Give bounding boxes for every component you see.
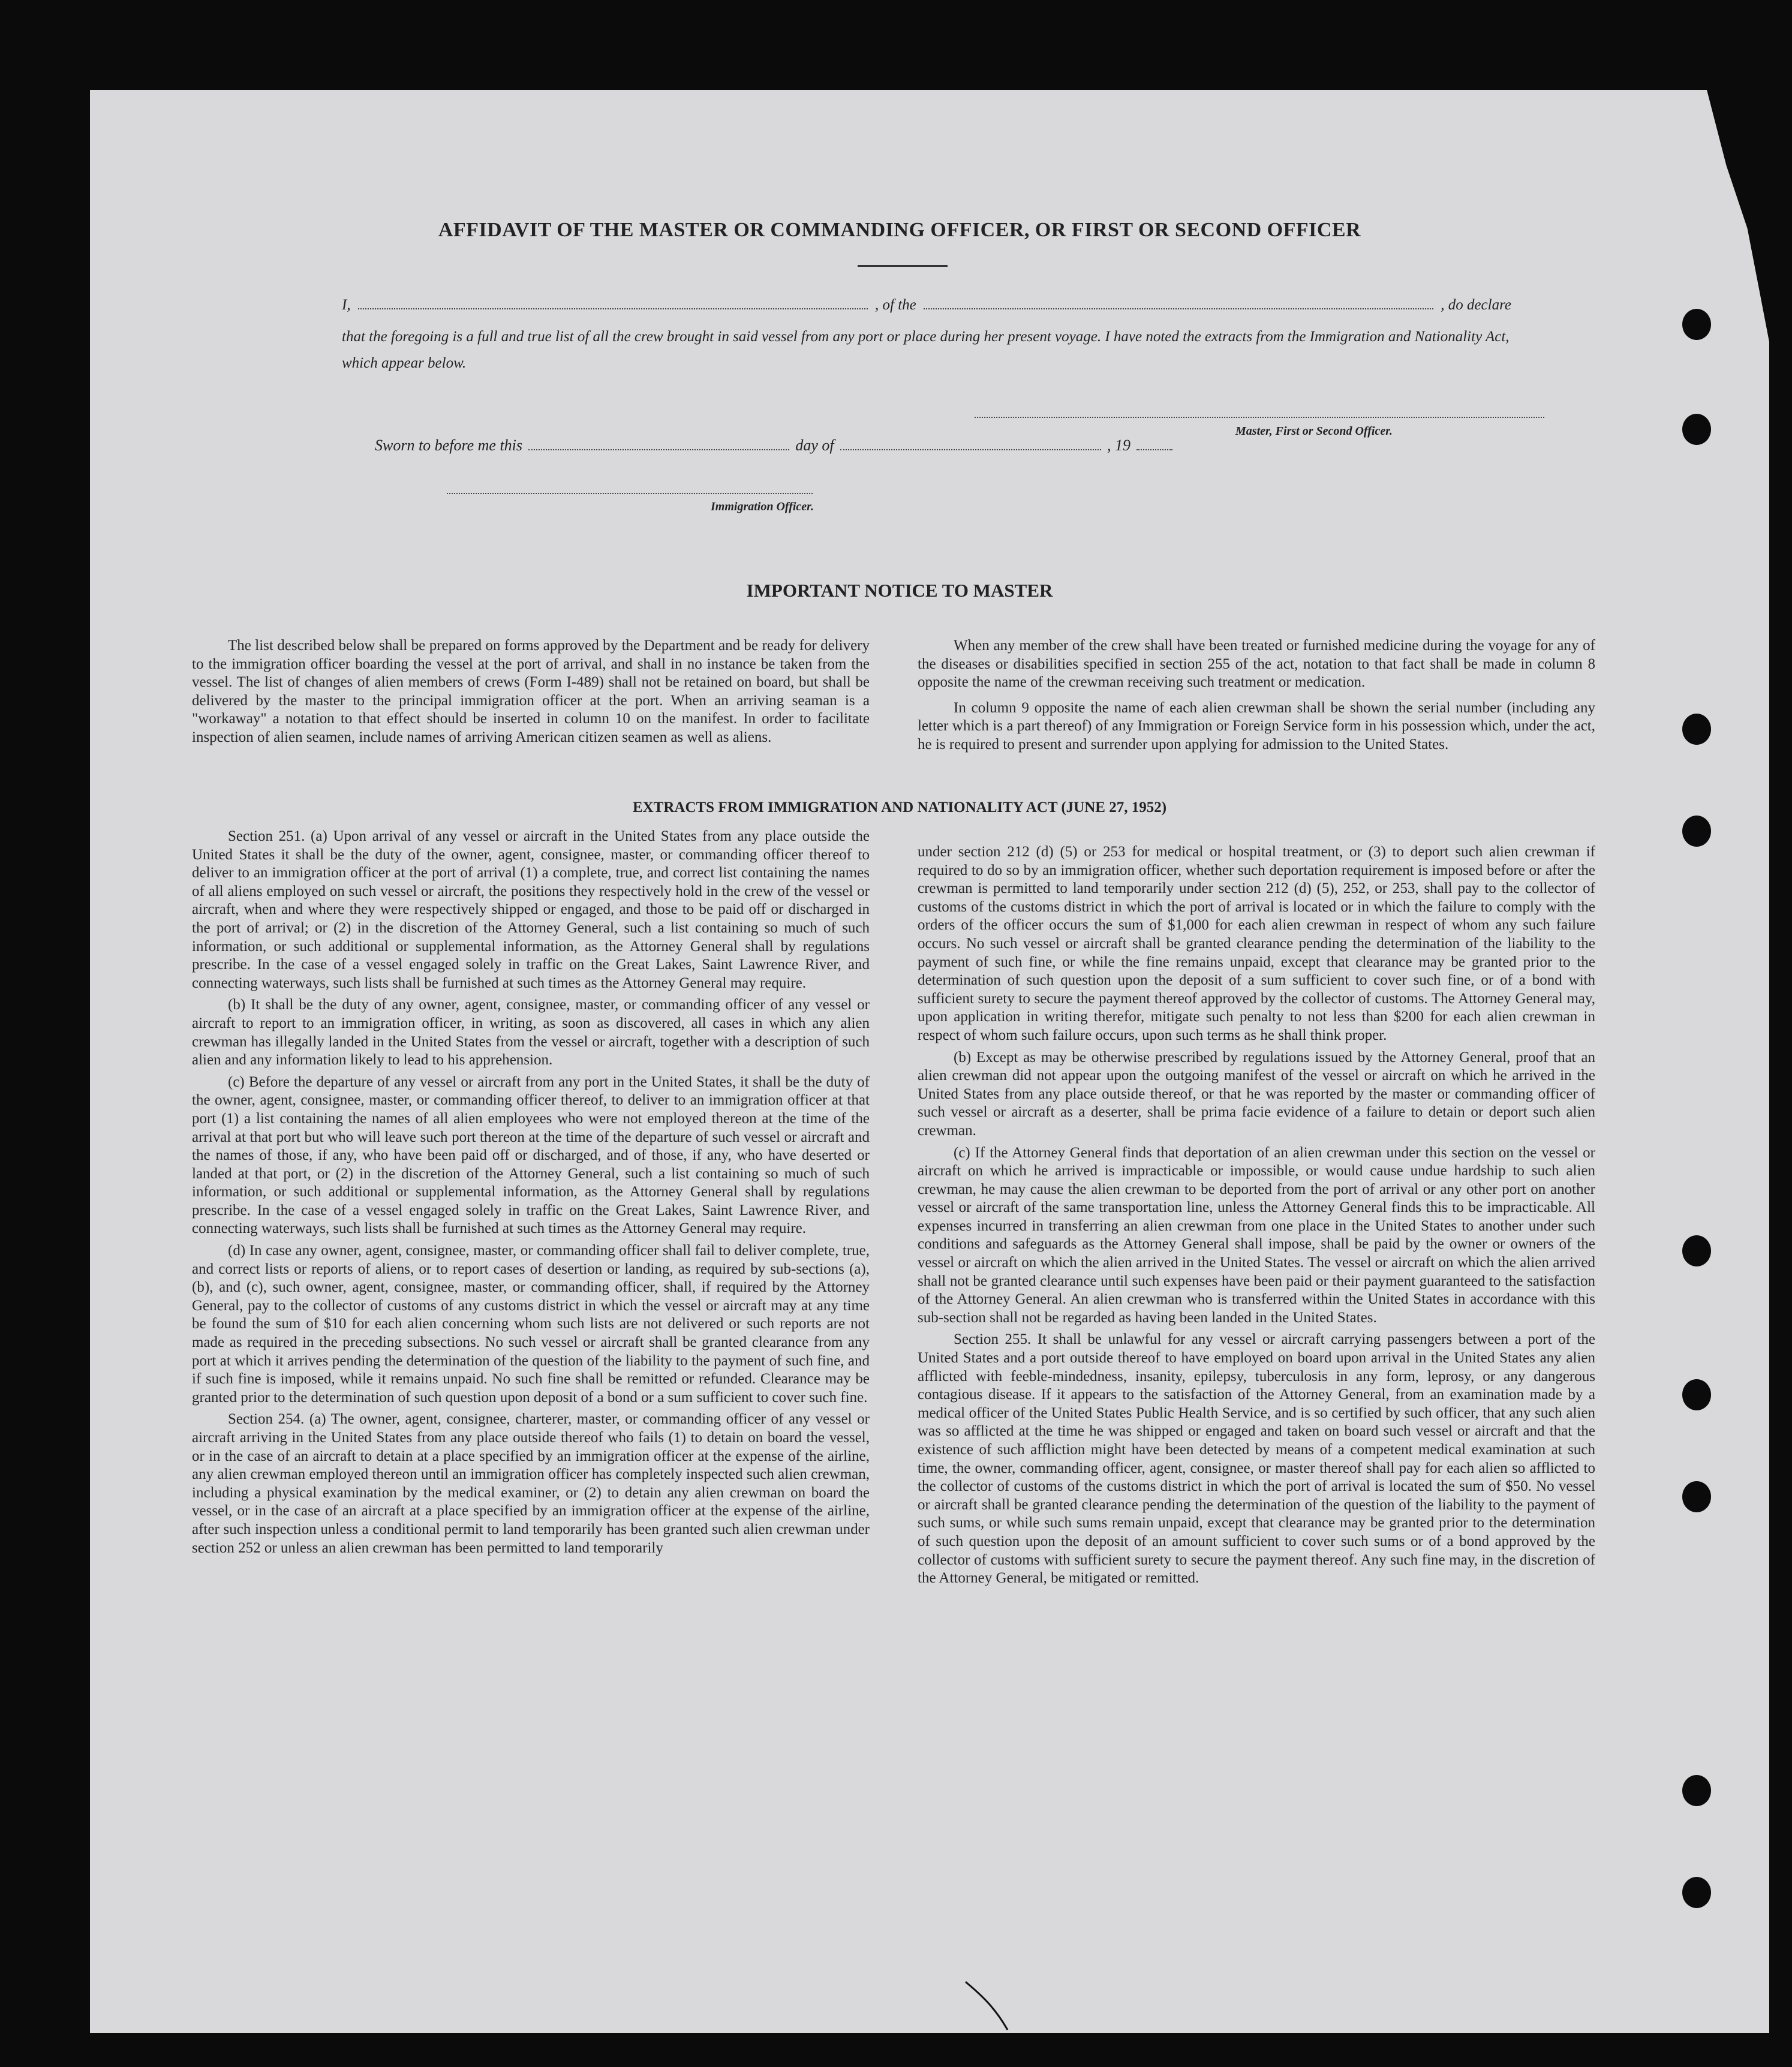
binder-hole bbox=[1682, 1379, 1711, 1410]
binder-hole bbox=[1682, 1235, 1711, 1266]
section-paragraph: Section 255. It shall be unlawful for any vessel or aircraft carrying passengers between a port of the United States and a port outside thereof to have employed on board upon arrival in the United States any alien afflicted with feeble-mindedness, insanity, epilepsy, tuberculosis in any form, leprosy, or any dangerous contagious disease. If it appears to the satisfaction of the Attorney General, from an examination made by a medical officer of the United States Public Health Service, and is so certified by such officer, that any such alien was so afflicted at the time he was shipped or engaged and taken on board such vessel or aircraft and that the existence of such affliction might have been detected by means of a competent medical examination at such time, the owner, commanding officer, agent, consignee, or master thereof shall pay for each alien so afflicted to the collector of customs of the customs district in which the port of arrival is located the sum of $50. No vessel or aircraft shall be granted clearance pending the determination of the question of the liability to the payment of such sums, or while such sums remain unpaid, except that clearance may be granted prior to the determination of such question upon the deposit of an amount sufficient to cover such sums or of a bond approved by the collector of customs with sufficient surety to secure the payment thereof. Any such fine may, in the discretion of the Attorney General, be mitigated or remitted. bbox=[918, 1331, 1595, 1587]
of-the-label: , of the bbox=[875, 297, 916, 313]
section-paragraph: (c) Before the departure of any vessel or aircraft from any port in the United States, it shall be the duty of the owner, agent, consignee, master, or commanding officer thereof, to deliver to an immigration officer at that port (1) a list containing the names of all alien employees who were not employed thereon at the time of the arrival at that port but who will leave such port thereon at the time of the departure of such vessel or aircraft and the names of those, if any, who have been paid off or discharged, and of those, if any, who have deserted or landed at that port, or (2) in the discretion of the Attorney General, such a list containing so much of such information, or such additional or supplemental information, as the Attorney General shall by regulations prescribe. In the case of a vessel engaged solely in traffic on the Great Lakes, Saint Lawrence River, and connecting waterways, such lists shall be furnished at such times as the Attorney General may require. bbox=[192, 1073, 870, 1237]
section-paragraph: under section 212 (d) (5) or 253 for medical or hospital treatment, or (3) to deport such alien crewman if required to do so by an immigration officer, whether such deportation requirement is imposed before or after the crewman is permitted to land temporarily under section 212 (d) (5), 252, or 253, shall pay to the collector of customs of the customs district in which the port of arrival is located or in which the failure to comply with the orders of the officer occurs the sum of $1,000 for each alien crewman in respect of whom any such failure occurs. No such vessel or aircraft shall be granted clearance pending the determination of the liability to the payment of such fine, or while the fine remains unpaid, except that clearance may be granted prior to the determination of such question upon the deposit of a sum sufficient to cover such fine, or of a bond with sufficient surety to secure the payment thereof approved by the collector of customs. The Attorney General may, upon application in writing therefor, mitigate such penalty to not less than $200 for each alien crewman in respect of whom such failure occurs, upon such terms as he shall think proper. bbox=[918, 844, 1595, 1043]
notice-right-column bbox=[918, 637, 1595, 758]
name-blank[interactable] bbox=[358, 308, 868, 309]
day-of-label: day of bbox=[795, 437, 834, 454]
title-rule bbox=[858, 265, 948, 267]
officer-signature-label: Immigration Officer. bbox=[711, 500, 814, 513]
sworn-month-blank[interactable] bbox=[840, 449, 1101, 450]
sworn-day-blank[interactable] bbox=[528, 449, 789, 450]
binder-hole bbox=[1682, 816, 1711, 847]
binder-hole bbox=[1682, 714, 1711, 745]
notice-paragraph: When any member of the crew shall have been treated or furnished medicine during the voyage for any of the diseases or disabilities specified in section 255 of the act, notation to that fact shall be made in column 8 opposite the name of the crewman receiving such treatment or medication. bbox=[918, 637, 1595, 691]
binder-hole bbox=[1682, 414, 1711, 445]
section-paragraph: Section 254. (a) The owner, agent, consignee, charterer, master, or commanding officer of any vessel or aircraft arriving in the United States from any place outside thereof who fails (1) to detain on board the vessel, or in the case of an aircraft to detain at a place specified by an immigration officer at the expense of the airline, any alien crewman employed thereon until an immigration officer has completely inspected such alien crewman, including a physical examination by the medical examiner, or (2) to detain any alien crewman on board the vessel, or in the case of an aircraft at a place specified by an immigration officer at the expense of the airline, after such inspection unless a conditional permit to land temporarily has been granted such alien crewman under section 252 or unless an alien crewman has been permitted to land temporarily bbox=[192, 1411, 870, 1556]
declaration-text: that the foregoing is a full and true list of all the crew brought in said vessel from any port or place during her present voyage. I have noted the extracts from the Immigration and Nationality Act, which appear below. bbox=[342, 329, 1510, 371]
document-page bbox=[90, 90, 1769, 2033]
master-signature-line[interactable] bbox=[975, 417, 1544, 418]
vessel-blank[interactable] bbox=[924, 308, 1433, 309]
section-paragraph: (d) In case any owner, agent, consignee, master, or commanding officer shall fail to deliver complete, true, and correct lists or reports of aliens, or to report cases of desertion or landing, as required by sub-sections (a), (b), and (c), such owner, agent, consignee, master, or commanding officer, shall, if required by the Attorney General, pay to the collector of customs of any customs district in which the vessel or aircraft may at any time be found the sum of $10 for each alien concerning whom such lists are not delivered or such reports are not made as required in the preceding subsections. No such vessel or aircraft shall be granted clearance from any port at which it arrives pending the determination of the question of the liability to the payment of such fine, and if such fine is imposed, while it remains unpaid. No such fine shall be remitted or refunded. Clearance may be granted prior to the determination of such question upon deposit of a bond or a sum sufficient to cover such fine. bbox=[192, 1242, 870, 1406]
affidavit-title: AFFIDAVIT OF THE MASTER OR COMMANDING OFFICER, OR FIRST OR SECOND OFFICER bbox=[438, 219, 1361, 241]
torn-corner bbox=[1691, 90, 1769, 342]
notice-title: IMPORTANT NOTICE TO MASTER bbox=[746, 580, 1053, 601]
section-paragraph: (b) It shall be the duty of any owner, agent, consignee, master, or commanding officer of any vessel or aircraft to report to an immigration officer, in writing, as soon as discovered, all cases in which any alien crewman has illegally landed in the United States from the vessel or aircraft, together with a description of such alien and any information likely to lead to his apprehension. bbox=[192, 997, 870, 1069]
pen-stroke-mark bbox=[960, 1979, 1080, 2033]
extracts-title: EXTRACTS FROM IMMIGRATION AND NATIONALITY ACT (JUNE 27, 1952) bbox=[632, 799, 1167, 816]
extracts-right-column bbox=[918, 843, 1595, 1591]
i-label: I, bbox=[342, 297, 351, 313]
section-paragraph: (b) Except as may be otherwise prescribed by regulations issued by the Attorney General, proof that an alien crewman did not appear upon the outgoing manifest of the vessel or aircraft on which he arrived in the United States from any place outside thereof, or that he was reported by the master or commanding officer of such vessel or aircraft as a deserter, shall be prima facie evidence of a failure to detain or deport such alien crewman. bbox=[918, 1049, 1595, 1139]
officer-signature-line[interactable] bbox=[447, 493, 813, 494]
binder-hole bbox=[1682, 1877, 1711, 1908]
section-paragraph: (c) If the Attorney General finds that deportation of an alien crewman under this section on the vessel or aircraft on which he arrived is impracticable or impossible, or would cause undue hardship to such alien crewman, he may cause the alien crewman to be deported from the port of arrival or any other port on another vessel or aircraft of the same transportation line, unless the Attorney General finds this to be impracticable. All expenses incurred in transferring an alien crewman from one place in the United States to another under such conditions and safeguards as the Attorney General shall impose, shall be paid by the owner or owners of the vessel or aircraft on which the alien arrived in the United States. The vessel or aircraft on which the alien arrived shall not be granted clearance until such expenses have been paid or their payment guaranteed to the satisfaction of the Attorney General. An alien crewman who is transferred within the United States in accordance with this sub-section shall not be regarded as having been landed in the United States. bbox=[918, 1144, 1595, 1326]
notice-paragraph: The list described below shall be prepared on forms approved by the Department and be ready for delivery to the immigration officer boarding the vessel at the port of arrival, and shall in no instance be taken from the vessel. The list of changes of alien members of crews (Form I-489) shall not be retained on board, but shall be delivered by the master to the principal immigration officer at the port. When an arriving seaman is a "workaway" a notation to that effect should be inserted in column 10 on the manifest. In order to facilitate inspection of alien seamen, include names of arriving American citizen seamen as well as aliens. bbox=[192, 637, 870, 745]
sworn-year-blank[interactable] bbox=[1136, 449, 1172, 450]
notice-paragraph: In column 9 opposite the name of each alien crewman shall be shown the serial number (including any letter which is a part thereof) of any Immigration or Foreign Service form in his possession which, under the act, he is required to present and surrender upon applying for admission to the United States. bbox=[918, 699, 1595, 753]
notice-left-column bbox=[192, 637, 870, 751]
binder-hole bbox=[1682, 1775, 1711, 1806]
section-paragraph: Section 251. (a) Upon arrival of any vessel or aircraft in the United States from any place outside the United States it shall be the duty of the owner, agent, consignee, master, or commanding officer thereof to deliver to an immigration officer at the port of arrival (1) a complete, true, and correct list containing the names of all aliens employed on such vessel or aircraft, the positions they respectively hold in the crew of the vessel or aircraft, when and where they were respectively shipped or engaged, and those to be paid off or discharged in the port of arrival; or (2) in the discretion of the Attorney General, such a list containing so much of such information, or such additional or supplemental information, as the Attorney General shall by regulations prescribe. In the case of a vessel engaged solely in traffic on the Great Lakes, Saint Lawrence River, and connecting waterways, such lists shall be furnished at such times as the Attorney General may require. bbox=[192, 828, 870, 991]
do-declare-label: , do declare bbox=[1441, 297, 1511, 313]
year-label: , 19 bbox=[1107, 437, 1131, 454]
sworn-line bbox=[375, 437, 1172, 455]
declaration-line bbox=[342, 297, 1511, 314]
binder-hole bbox=[1682, 1481, 1711, 1512]
master-signature-label: Master, First or Second Officer. bbox=[1235, 425, 1393, 438]
binder-hole bbox=[1682, 309, 1711, 340]
extracts-left-column bbox=[192, 828, 870, 1561]
sworn-label: Sworn to before me this bbox=[375, 437, 523, 454]
